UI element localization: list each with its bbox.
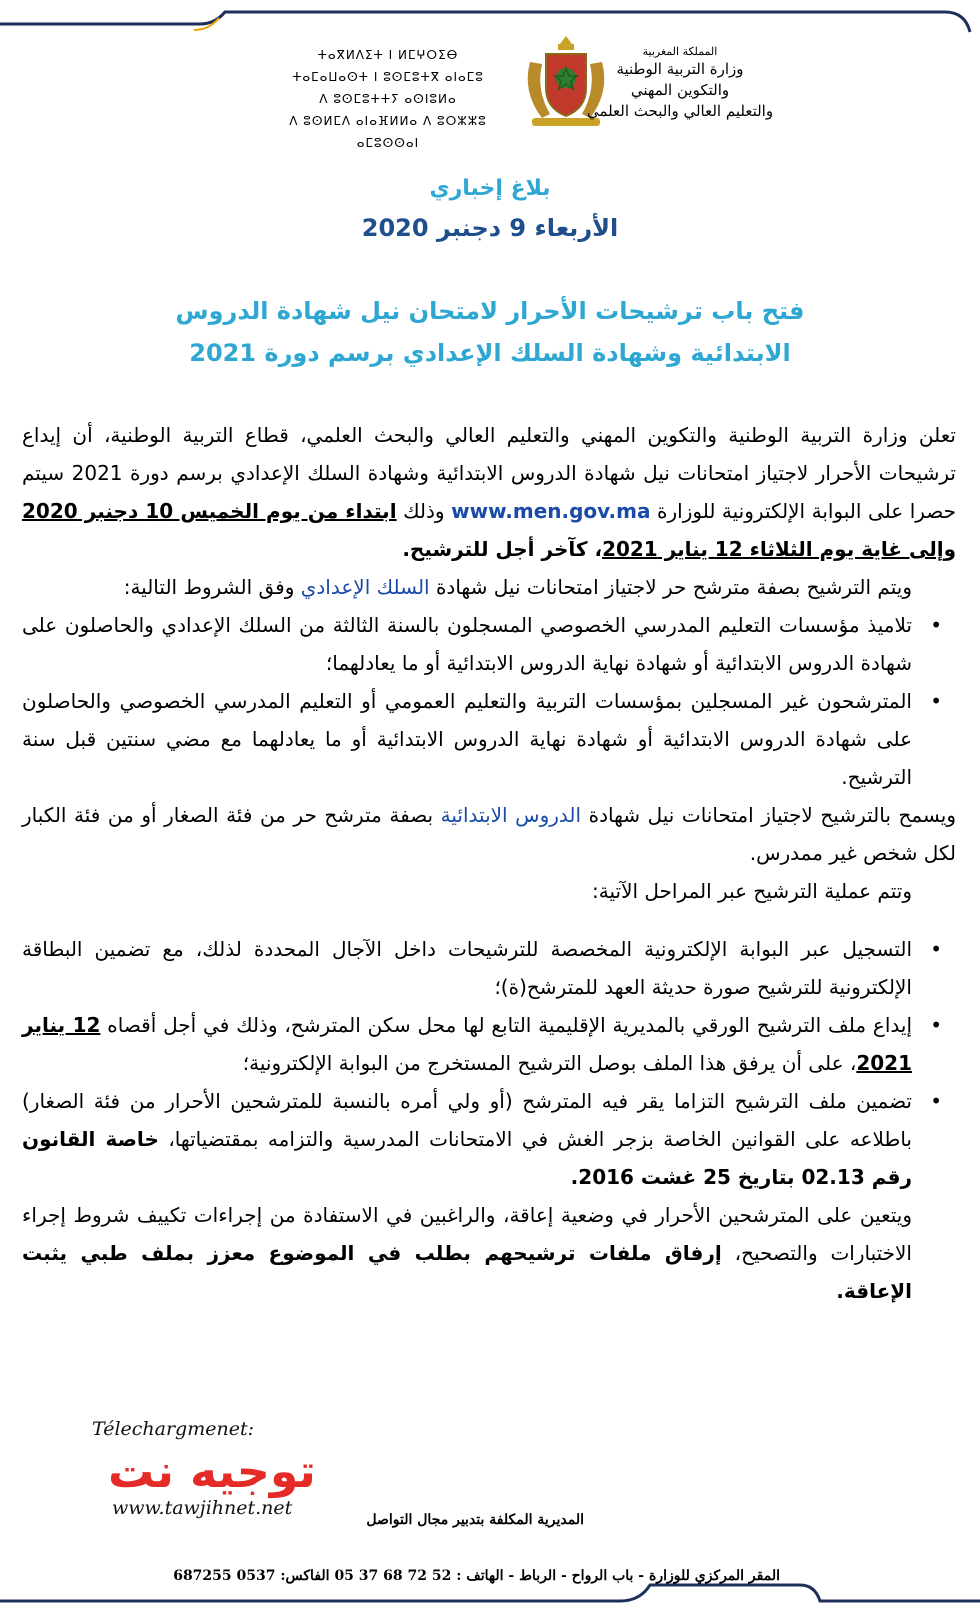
footer-contact: المقر المركزي للوزارة - باب الرواح - الرباط - الهاتف : 52 72 68 37 05 الفاكس: 0537 687255: [173, 1568, 780, 1584]
ministry-name-arabic: [570, 44, 790, 122]
kingdom-line: المملكة المغربية: [642, 45, 718, 58]
list-item: • التسجيل عبر البوابة الإلكترونية المخصصة للترشيحات داخل الآجال المحددة لذلك، مع تضمين البطاقة الإلكترونية للترشيح صورة حديثة العهد للمترشح(ة)؛: [22, 930, 912, 1006]
deadline-text: ، كآخر أجل للترشيح.: [402, 537, 603, 561]
primary-cert: الدروس الابتدائية: [440, 803, 582, 827]
tifinagh-line: ⵜⴰⵎⴰⵡⴰⵙⵜ ⵏ ⵓⵙⵎⵓⵜⴳ ⴰⵏⴰⵎⵓ: [292, 70, 484, 84]
middle-school-cert: السلك الإعدادي: [300, 575, 430, 599]
ministry-line: والتعليم العالي والبحث العلمي: [586, 102, 774, 120]
registration-period: ابتداء من يوم الخميس 10 دجنبر 2020 وإلى غاية يوم الثلاثاء 12 يناير 2021: [22, 499, 956, 561]
tifinagh-line: ⴷ ⵓⵙⵎⵓⵜⵜⵢ ⴰⵙⵏⵓⵍⴰ: [319, 92, 457, 106]
paragraph-announcement: [22, 416, 956, 568]
ministry-name-tifinagh: [268, 44, 508, 154]
tawjihnet-logo: توجيه نت: [108, 1444, 316, 1498]
announcement-text: تعلن وزارة التربية الوطنية والتكوين المهني والتعليم العالي والبحث العلمي، قطاع التربية الوطنية، أن إيداع ترشيحات الأحرار لاجتياز امتحانات نيل شهادة الدروس الابتدائية وشهادة السلك الإعدادي برسم دورة 2021 سيتم حصرا على البوابة الإلكترونية للوزارة: [22, 423, 957, 523]
disability-text: ويتعين على المترشحين الأحرار في وضعية إعاقة، والراغبين في الاستفادة من إجراءات تكييف شروط إجراء الاختبارات والتصحيح،: [22, 1203, 912, 1265]
ministry-line: وزارة التربية الوطنية: [616, 60, 744, 78]
conditions-list: [22, 606, 956, 796]
download-label: Télechargmenet:: [92, 1418, 254, 1440]
list-item: [22, 1006, 912, 1082]
notice-date: الأربعاء 9 دجنبر 2020: [361, 214, 619, 242]
tifinagh-line: ⴷ ⵓⵙⵍⵎⴷ ⴰⵏⴰⴼⵍⵍⴰ ⴷ ⵓⵔⵣⵣⵓ ⴰⵎⵓⵙⵙⴰⵏ: [289, 114, 487, 150]
subject-line: فتح باب ترشيحات الأحرار لامتحان نيل شهادة الدروس: [175, 297, 805, 325]
conditions-text: ويتم الترشيح بصفة مترشح حر لاجتياز امتحانات نيل شهادة: [429, 575, 912, 599]
list-item: [22, 1082, 912, 1196]
notice-subject: [0, 290, 980, 374]
primary-text-end: بصفة مترشح حر من فئة الصغار أو من فئة الكبار لكل شخص غير ممدرس.: [22, 803, 956, 865]
conditions-text-end: وفق الشروط التالية:: [123, 575, 301, 599]
paragraph-primary: [22, 796, 956, 872]
paragraph-conditions-intro: [22, 568, 956, 606]
law-reference: خاصة القانون رقم 02.13 بتاريخ 25 غشت 2016.: [22, 1127, 912, 1189]
tifinagh-line: ⵜⴰⴳⵍⴷⵉⵜ ⵏ ⵍⵎⵖⵔⵉⴱ: [317, 48, 459, 62]
paragraph-steps-intro: وتتم عملية الترشيح عبر المراحل الآتية:: [592, 879, 912, 903]
step-text: تضمين ملف الترشيح التزاما يقر فيه المترشح (أو ولي أمره بالنسبة للمترشحين الأحرار من فئة الصغار) باطلاعه على القوانين الخاصة بزجر الغش في الامتحانات المدرسية والتزامه بمقتضياتها،: [22, 1089, 912, 1151]
paragraph-disability: [22, 1196, 956, 1310]
ministry-line: والتكوين المهني: [630, 81, 730, 99]
disability-requirement: إرفاق ملفات ترشيحهم بطلب في الموضوع معزز بملف طبي يثبت الإعاقة.: [22, 1241, 912, 1303]
subject-line: الابتدائية وشهادة السلك الإعدادي برسم دورة 2021: [189, 339, 791, 367]
footer-directorate: المديرية المكلفة بتدبير مجال التواصل: [366, 1512, 584, 1528]
notice-heading: بلاغ إخباري: [429, 176, 551, 201]
step-deadline: 12 يناير 2021: [22, 1013, 912, 1075]
primary-text: ويسمح بالترشيح لاجتياز امتحانات نيل شهادة: [581, 803, 956, 827]
step-text-end: ، على أن يرفق هذا الملف بوصل الترشيح المستخرج من البوابة الإلكترونية؛: [242, 1051, 857, 1075]
list-item: • تلاميذ مؤسسات التعليم المدرسي الخصوصي المسجلون بالسنة الثالثة من السلك الإعدادي والحاصلون على شهادة الدروس الابتدائية أو شهادة نهاية الدروس الابتدائية أو ما يعادلهما؛: [22, 606, 912, 682]
notice-body: [22, 416, 956, 1310]
website-url[interactable]: www.tawjihnet.net: [112, 1497, 293, 1519]
step-text: إيداع ملف الترشيح الورقي بالمديرية الإقليمية التابع لها محل سكن المترشح، وذلك في أجل أقصاه: [100, 1013, 912, 1037]
ministry-portal-link[interactable]: www.men.gov.ma: [451, 499, 651, 523]
top-frame-border: [0, 6, 980, 36]
list-item: • المترشحون غير المسجلين بمؤسسات التربية والتعليم العمومي أو التعليم المدرسي الخصوصي والحاصلون على شهادة الدروس الابتدائية أو شهادة نهاية الدروس الابتدائية أو ما يعادلهما مع مضي سنتين قبل سنة الترشيح.: [22, 682, 912, 796]
steps-list: [22, 930, 956, 1196]
announcement-connector: وذلك: [396, 499, 452, 523]
